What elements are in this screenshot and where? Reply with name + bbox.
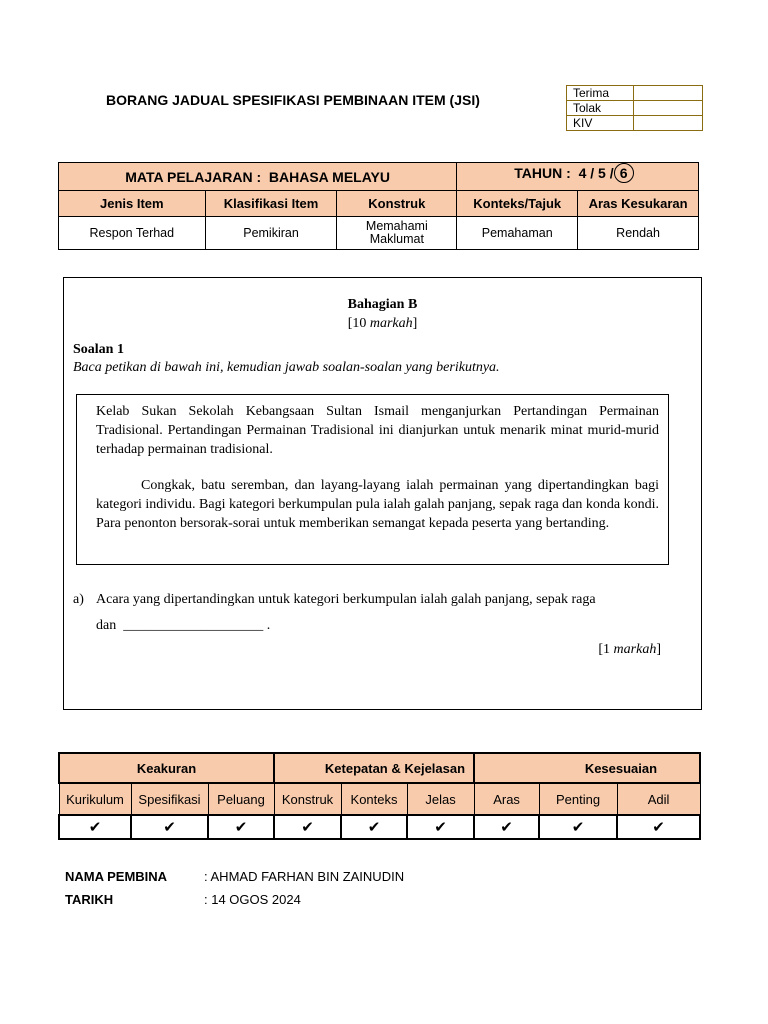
- part-a-marks-close: ]: [656, 642, 661, 657]
- criterion-kurikulum: Kurikulum: [59, 783, 131, 815]
- check-adil[interactable]: ✔: [617, 815, 700, 839]
- subject-table: [58, 162, 699, 250]
- status-row-terima: [567, 86, 703, 101]
- section-title: Bahagian B: [347, 297, 418, 312]
- criterion-jelas: Jelas: [407, 783, 474, 815]
- check-peluang[interactable]: ✔: [208, 815, 274, 839]
- part-a-text: Acara yang dipertandingkan untuk kategori berkumpulan ialah galah panjang, sepak raga: [96, 592, 596, 607]
- check-aras[interactable]: ✔: [474, 815, 539, 839]
- year-cell: [457, 163, 699, 191]
- criterion-adil: Adil: [617, 783, 700, 815]
- status-row-kiv: [567, 116, 703, 131]
- value-klasifikasi-item: Pemikiran: [205, 217, 337, 250]
- subject-cell: [59, 163, 457, 191]
- section-marks: [64, 316, 701, 332]
- group-keakuran: Keakuran: [59, 753, 274, 783]
- criterion-aras: Aras: [474, 783, 539, 815]
- header-jenis-item: Jenis Item: [59, 191, 206, 217]
- passage-paragraph-2: Congkak, batu seremban, dan layang-layang ialah permainan yang dipertandingkan bagi kategori individu. Bagi kategori berkumpulan pula ialah galah panjang, sepak raga dan konda kondi. Para penonton bersorak-sorai untuk memberikan semangat kepada peserta yang bertanding.: [96, 478, 659, 531]
- form-title: BORANG JADUAL SPESIFIKASI PEMBINAAN ITEM (JSI): [106, 92, 480, 108]
- check-konteks[interactable]: ✔: [341, 815, 407, 839]
- passage-paragraph-1: Kelab Sukan Sekolah Kebangsaan Sultan Ismail menganjurkan Pertandingan Permainan Tradisional. Pertandingan Permainan Tradisional ini dianjurkan untuk menarik minat murid-murid terhadap permainan tradisional.: [96, 404, 659, 457]
- author-name-value: : AHMAD FARHAN BIN ZAINUDIN: [204, 869, 405, 884]
- status-checkbox-kiv[interactable]: [634, 116, 703, 131]
- question-label: Soalan 1: [73, 342, 124, 357]
- year-selected-circle: 6: [614, 163, 634, 183]
- header-konteks-tajuk: Konteks/Tajuk: [457, 191, 578, 217]
- check-spesifikasi[interactable]: ✔: [131, 815, 208, 839]
- subject-label: MATA PELAJARAN :: [125, 168, 262, 185]
- criterion-konstruk: Konstruk: [274, 783, 341, 815]
- section-marks-open: [10: [347, 316, 370, 331]
- value-konstruk: [337, 217, 457, 250]
- status-checkbox-terima[interactable]: [634, 86, 703, 101]
- passage-box: [76, 394, 669, 565]
- header-konstruk: Konstruk: [337, 191, 457, 217]
- check-konstruk[interactable]: ✔: [274, 815, 341, 839]
- section-marks-close: ]: [412, 316, 418, 331]
- check-kurikulum[interactable]: ✔: [59, 815, 131, 839]
- part-a-marks-open: [1: [598, 642, 614, 657]
- group-ketepatan-kejelasan: Ketepatan & Kejelasan: [274, 753, 474, 783]
- header-klasifikasi-item: Klasifikasi Item: [205, 191, 337, 217]
- check-jelas[interactable]: ✔: [407, 815, 474, 839]
- part-a-marks-word: markah: [613, 642, 657, 657]
- question-instruction: Baca petikan di bawah ini, kemudian jawab soalan-soalan yang berikutnya.: [73, 360, 500, 375]
- part-a-answer-line[interactable]: dan ____________________ .: [96, 618, 271, 633]
- author-name-label: NAMA PEMBINA: [65, 869, 168, 884]
- date-value: : 14 OGOS 2024: [204, 892, 301, 907]
- status-label-kiv: KIV: [567, 116, 634, 131]
- question-frame: [63, 277, 702, 710]
- criterion-konteks: Konteks: [341, 783, 407, 815]
- criterion-peluang: Peluang: [208, 783, 274, 815]
- year-options: 4 / 5 /: [578, 165, 614, 181]
- part-a-marks: [598, 642, 661, 658]
- section-marks-word: markah: [369, 316, 413, 331]
- subject-value: BAHASA MELAYU: [268, 168, 390, 185]
- checklist-table: [58, 752, 701, 840]
- part-a-label: a): [73, 592, 84, 607]
- value-aras-kesukaran: Rendah: [578, 217, 699, 250]
- status-row-tolak: [567, 101, 703, 116]
- value-konteks-tajuk: Pemahaman: [457, 217, 578, 250]
- status-box: [566, 85, 703, 131]
- value-konstruk-text: Memahami Maklumat: [365, 219, 428, 246]
- year-label: TAHUN :: [514, 165, 571, 181]
- status-label-tolak: Tolak: [567, 101, 634, 116]
- status-label-terima: Terima: [567, 86, 634, 101]
- date-label: TARIKH: [65, 892, 114, 907]
- status-checkbox-tolak[interactable]: [634, 101, 703, 116]
- check-penting[interactable]: ✔: [539, 815, 617, 839]
- header-aras-kesukaran: Aras Kesukaran: [578, 191, 699, 217]
- group-kesesuaian: Kesesuaian: [474, 753, 700, 783]
- value-jenis-item: Respon Terhad: [59, 217, 206, 250]
- criterion-penting: Penting: [539, 783, 617, 815]
- criterion-spesifikasi: Spesifikasi: [131, 783, 208, 815]
